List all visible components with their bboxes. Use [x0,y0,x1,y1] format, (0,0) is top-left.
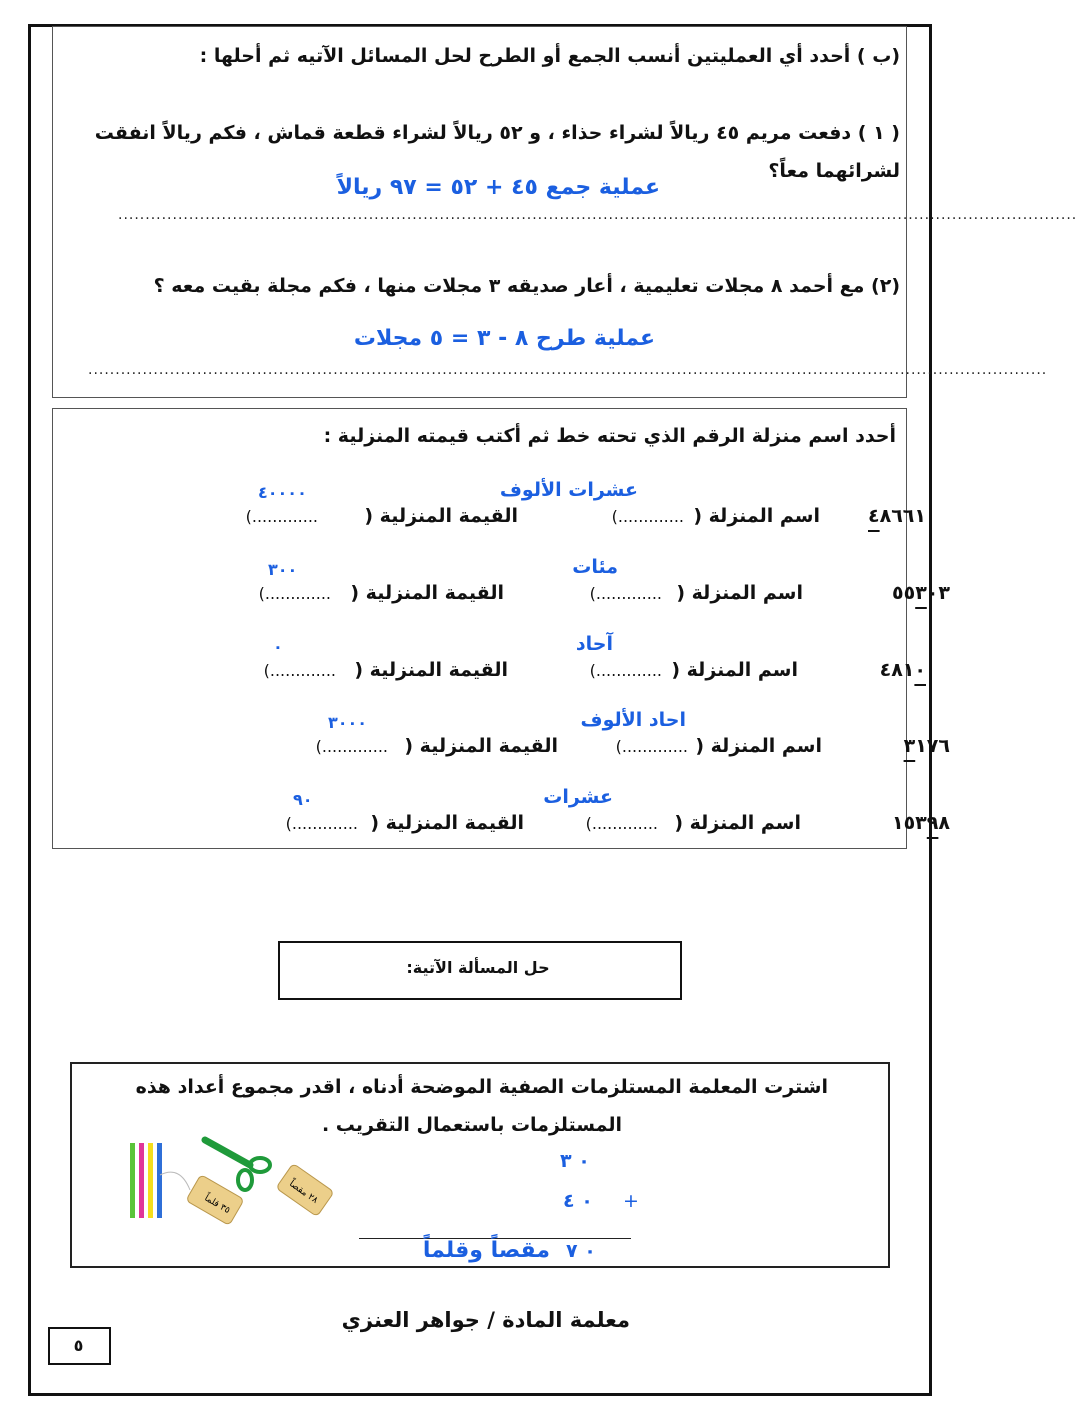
digits-after: ٨ [938,812,950,834]
place-value-number [904,735,950,758]
place-value-label: القيمة المنزلية ( [404,735,558,757]
place-name-label: اسم المنزلة ( [676,582,803,604]
question-1-answer: عملية جمع ٤٥ + ٥٢ = ٩٧ ريالاً [336,175,660,200]
question-1-line-1: ( ١ ) دفعت مريم ٤٥ ريالاً لشراء حذاء ، و ٥٢ ريالاً لشراء قطعة قماش ، فكم ريالاً انفقت [94,122,900,144]
digits-before: ٥٥ [891,582,916,604]
pens-icon [130,1143,190,1218]
place-name-label: اسم المنزلة ( [674,812,801,834]
place-value-blank: (............. [285,814,358,833]
place-value-number [880,659,926,682]
place-value-number [868,505,926,528]
place-value-answer: ٤٠٠٠٠ [258,483,307,502]
place-name-blank: (............. [589,584,662,603]
answer-line-2: ................................................................................................................................................................................ [88,362,1048,378]
supplies-illustration [120,1135,340,1230]
answer-line-1: ................................................................................................................................................................................ [118,207,1077,223]
question-2-answer: عملية طرح ٨ - ٣ = ٥ مجلات [353,326,655,351]
place-value-answer: ٩٠ [293,790,313,809]
place-name-label: اسم المنزلة ( [693,505,820,527]
underlined-digit: ٩ [926,812,939,834]
place-name-answer: مئات [572,556,618,578]
title-box-text: حل المسألة الآتية: [406,958,550,977]
sum-result-label: مقصاً وقلماً [422,1238,550,1263]
digits-after: ١٧٦ [915,735,950,757]
place-name-answer: عشرات [543,786,613,808]
digits-before: ١٥٣ [891,812,927,834]
place-value-label: القيمة المنزلية ( [350,582,504,604]
place-value-blank: (............. [258,584,331,603]
addend-1: ٣ ٠ [560,1150,590,1172]
underlined-digit: ٣ [915,582,927,604]
place-value-blank: (............. [315,737,388,756]
place-value-label: القيمة المنزلية ( [364,505,518,527]
page-number: ٥ [73,1336,84,1355]
place-value-label: القيمة المنزلية ( [354,659,508,681]
place-value-heading: أحدد اسم منزلة الرقم الذي تحته خط ثم أكتب قيمته المنزلية : [323,425,896,447]
place-name-label: اسم المنزلة ( [671,659,798,681]
place-value-number [892,812,950,835]
place-name-blank: (............. [611,507,684,526]
tag-scissors-text: ٢٨ مقصاً [287,1179,320,1206]
underlined-digit: ٠ [914,659,926,681]
place-value-label: القيمة المنزلية ( [370,812,524,834]
digits-after: ٠٣ [926,582,950,604]
problem-line-1: اشترت المعلمة المستلزمات الصفية الموضحة أدناه ، اقدر مجموع أعداد هذه [135,1076,828,1098]
question-1-line-2: لشرائهما معاً؟ [768,160,900,182]
place-value-box [52,408,907,849]
teacher-signature: معلمة المادة / جواهر العنزي [341,1308,630,1332]
sum-result: ٧ ٠ [566,1240,596,1262]
place-name-blank: (............. [589,661,662,680]
place-value-answer: ٣٠٠ [268,560,298,579]
place-name-label: اسم المنزلة ( [695,735,822,757]
place-value-answer: ٠ [273,637,283,656]
digits-before: ٤٨١ [879,659,915,681]
place-value-blank: (............. [245,507,318,526]
place-value-number [892,582,950,605]
place-value-blank: (............. [263,661,336,680]
addend-2: ٤ ٠ [563,1190,593,1212]
place-name-answer: احاد الألوف [580,709,686,731]
tag-pens-text: ٣٥ قلماً [202,1193,232,1217]
section-b-heading: (ب ) أحدد أي العمليتين أنسب الجمع أو الطرح لحل المسائل الآتيه ثم أحلها : [199,45,900,67]
question-2-line: (٢) مع أحمد ٨ مجلات تعليمية ، أعار صديقه ٣ مجلات منها ، فكم مجلة بقيت معه ؟ [153,275,900,297]
plus-sign: + [623,1190,639,1212]
place-name-answer: آحاد [575,633,613,655]
digits-after: ٨٦٦١ [879,505,926,527]
place-value-answer: ٣٠٠٠ [328,713,368,732]
underlined-digit: ٣ [903,735,916,757]
problem-line-2: المستلزمات باستعمال التقريب . [321,1114,622,1136]
place-name-blank: (............. [585,814,658,833]
underlined-digit: ٤ [868,505,880,527]
place-name-answer: عشرات الألوف [499,479,638,501]
place-name-blank: (............. [615,737,688,756]
